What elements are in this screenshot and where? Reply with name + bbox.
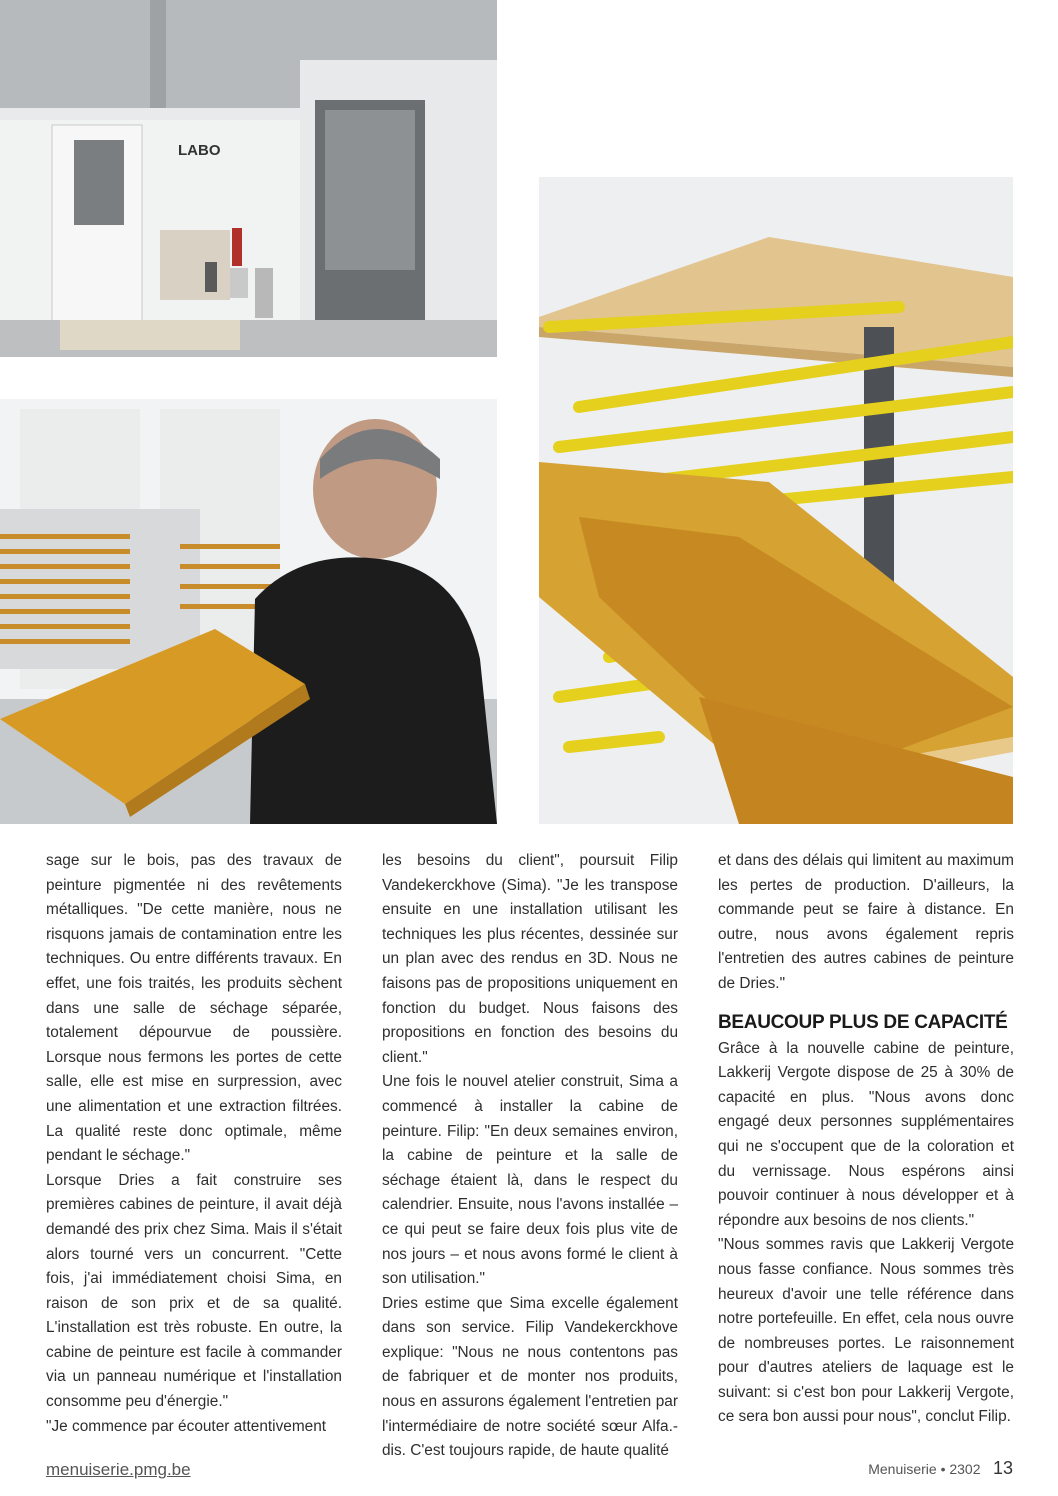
section-heading: BEAUCOUP PLUS DE CAPACITÉ (718, 1011, 1008, 1033)
magazine-issue: Menuiserie • 2302 (868, 1461, 981, 1477)
article-column-2 (382, 849, 678, 1464)
paragraph: Une fois le nouvel atelier construit, Sima a commencé à installer la cabine de peinture. Filip: "En deux semaines environ, la cabine de peinture et la salle de séchage étaient là, dans le respect du calendrier. Ensuite, nous l'avons installée – ce qui peut se faire deux fois plus vite de nos jours – et nous avons formé le client à son utilisation." (382, 1073, 678, 1288)
photo-labo-room (0, 0, 497, 357)
article-column-1 (46, 849, 342, 1439)
paragraph: sage sur le bois, pas des travaux de peinture pigmentée ni des revêtements métalliques. "De cette manière, nous ne risquons jamais de contamination entre les techniques. Ou entre différents travaux. En effet, une fois traités, les produits sèchent dans une salle de séchage séparée, totalement dépourvue de poussière. Lorsque nous fermons les portes de cette salle, elle est mise en surpression, avec une alimentation et une extraction filtrées. La qualité reste donc optimale, même pendant le séchage." (46, 852, 342, 1165)
labo-sign: LABO (178, 142, 221, 159)
photo-drying-rack (539, 177, 1013, 824)
paragraph: et dans des délais qui limitent au maximum les pertes de production. D'ailleurs, la commande peut se faire à distance. En outre, nous avons également repris l'entretien des autres cabines de peinture de Dries." (718, 852, 1014, 992)
paragraph: Grâce à la nouvelle cabine de peinture, Lakkerij Vergote dispose de 25 à 30% de capacité en plus. "Nous avons donc engagé deux personnes supplémentaires qui ne s'occupent que de la coloration et du vernissage. Nous espérons ainsi pouvoir continuer à nous développer et à répondre aux besoins de nos clients." (718, 1039, 1014, 1229)
paragraph: Lorsque Dries a fait construire ses premières cabines de peinture, il avait déjà demandé des prix chez Sima. Mais il s'était alors tourné vers un concurrent. "Cette fois, j'ai immédiatement choisi Sima, en raison de son prix et de sa qualité. L'installation est très robuste. En outre, la cabine de peinture est facile à commander via un panneau numérique et l'installation consomme peu d'énergie." (46, 1171, 342, 1411)
paragraph: "Nous sommes ravis que Lakkerij Vergote nous fasse confiance. Nous sommes très heureux d'avoir une telle référence dans notre portefeuille. En effet, cela nous ouvre de nombreuses portes. Le raisonnement pour d'autres ateliers de laquage est le suivant: si c'est bon pour Lakkerij Vergote, ce sera bon aussi pour nous", conclut Filip. (718, 1236, 1014, 1426)
paragraph: les besoins du client", poursuit Filip Vandekerckhove (Sima). "Je les transpose ensuite en une installation utilisant les techniques les plus récentes, dessinée sur un plan avec des rendus en 3D. Nous ne faisons pas de propositions uniquement en fonction du budget. Nous faisons des propositions en fonction des besoins du client." (382, 852, 678, 1066)
footer-website-link[interactable]: menuiserie.pmg.be (46, 1460, 191, 1479)
labo-room-illustration (0, 0, 497, 357)
page-number: 13 (992, 1458, 1013, 1478)
footer-page-info (868, 1458, 1013, 1479)
paragraph: Dries estime que Sima excelle également dans son service. Filip Vandekerckhove explique: "Nous ne nous contentons pas de fabriquer et de monter nos produits, nous en assurons également l'entretien par l'intermédiaire de notre société sœur Alfa.-dis. C'est toujours rapide, de haute qualité (382, 1294, 678, 1460)
worker-with-panel-illustration (0, 399, 497, 824)
photo-worker-with-panel (0, 399, 497, 824)
article-column-3 (718, 849, 1014, 1430)
paragraph: "Je commence par écouter attentivement (46, 1417, 327, 1435)
drying-rack-illustration (539, 177, 1013, 824)
